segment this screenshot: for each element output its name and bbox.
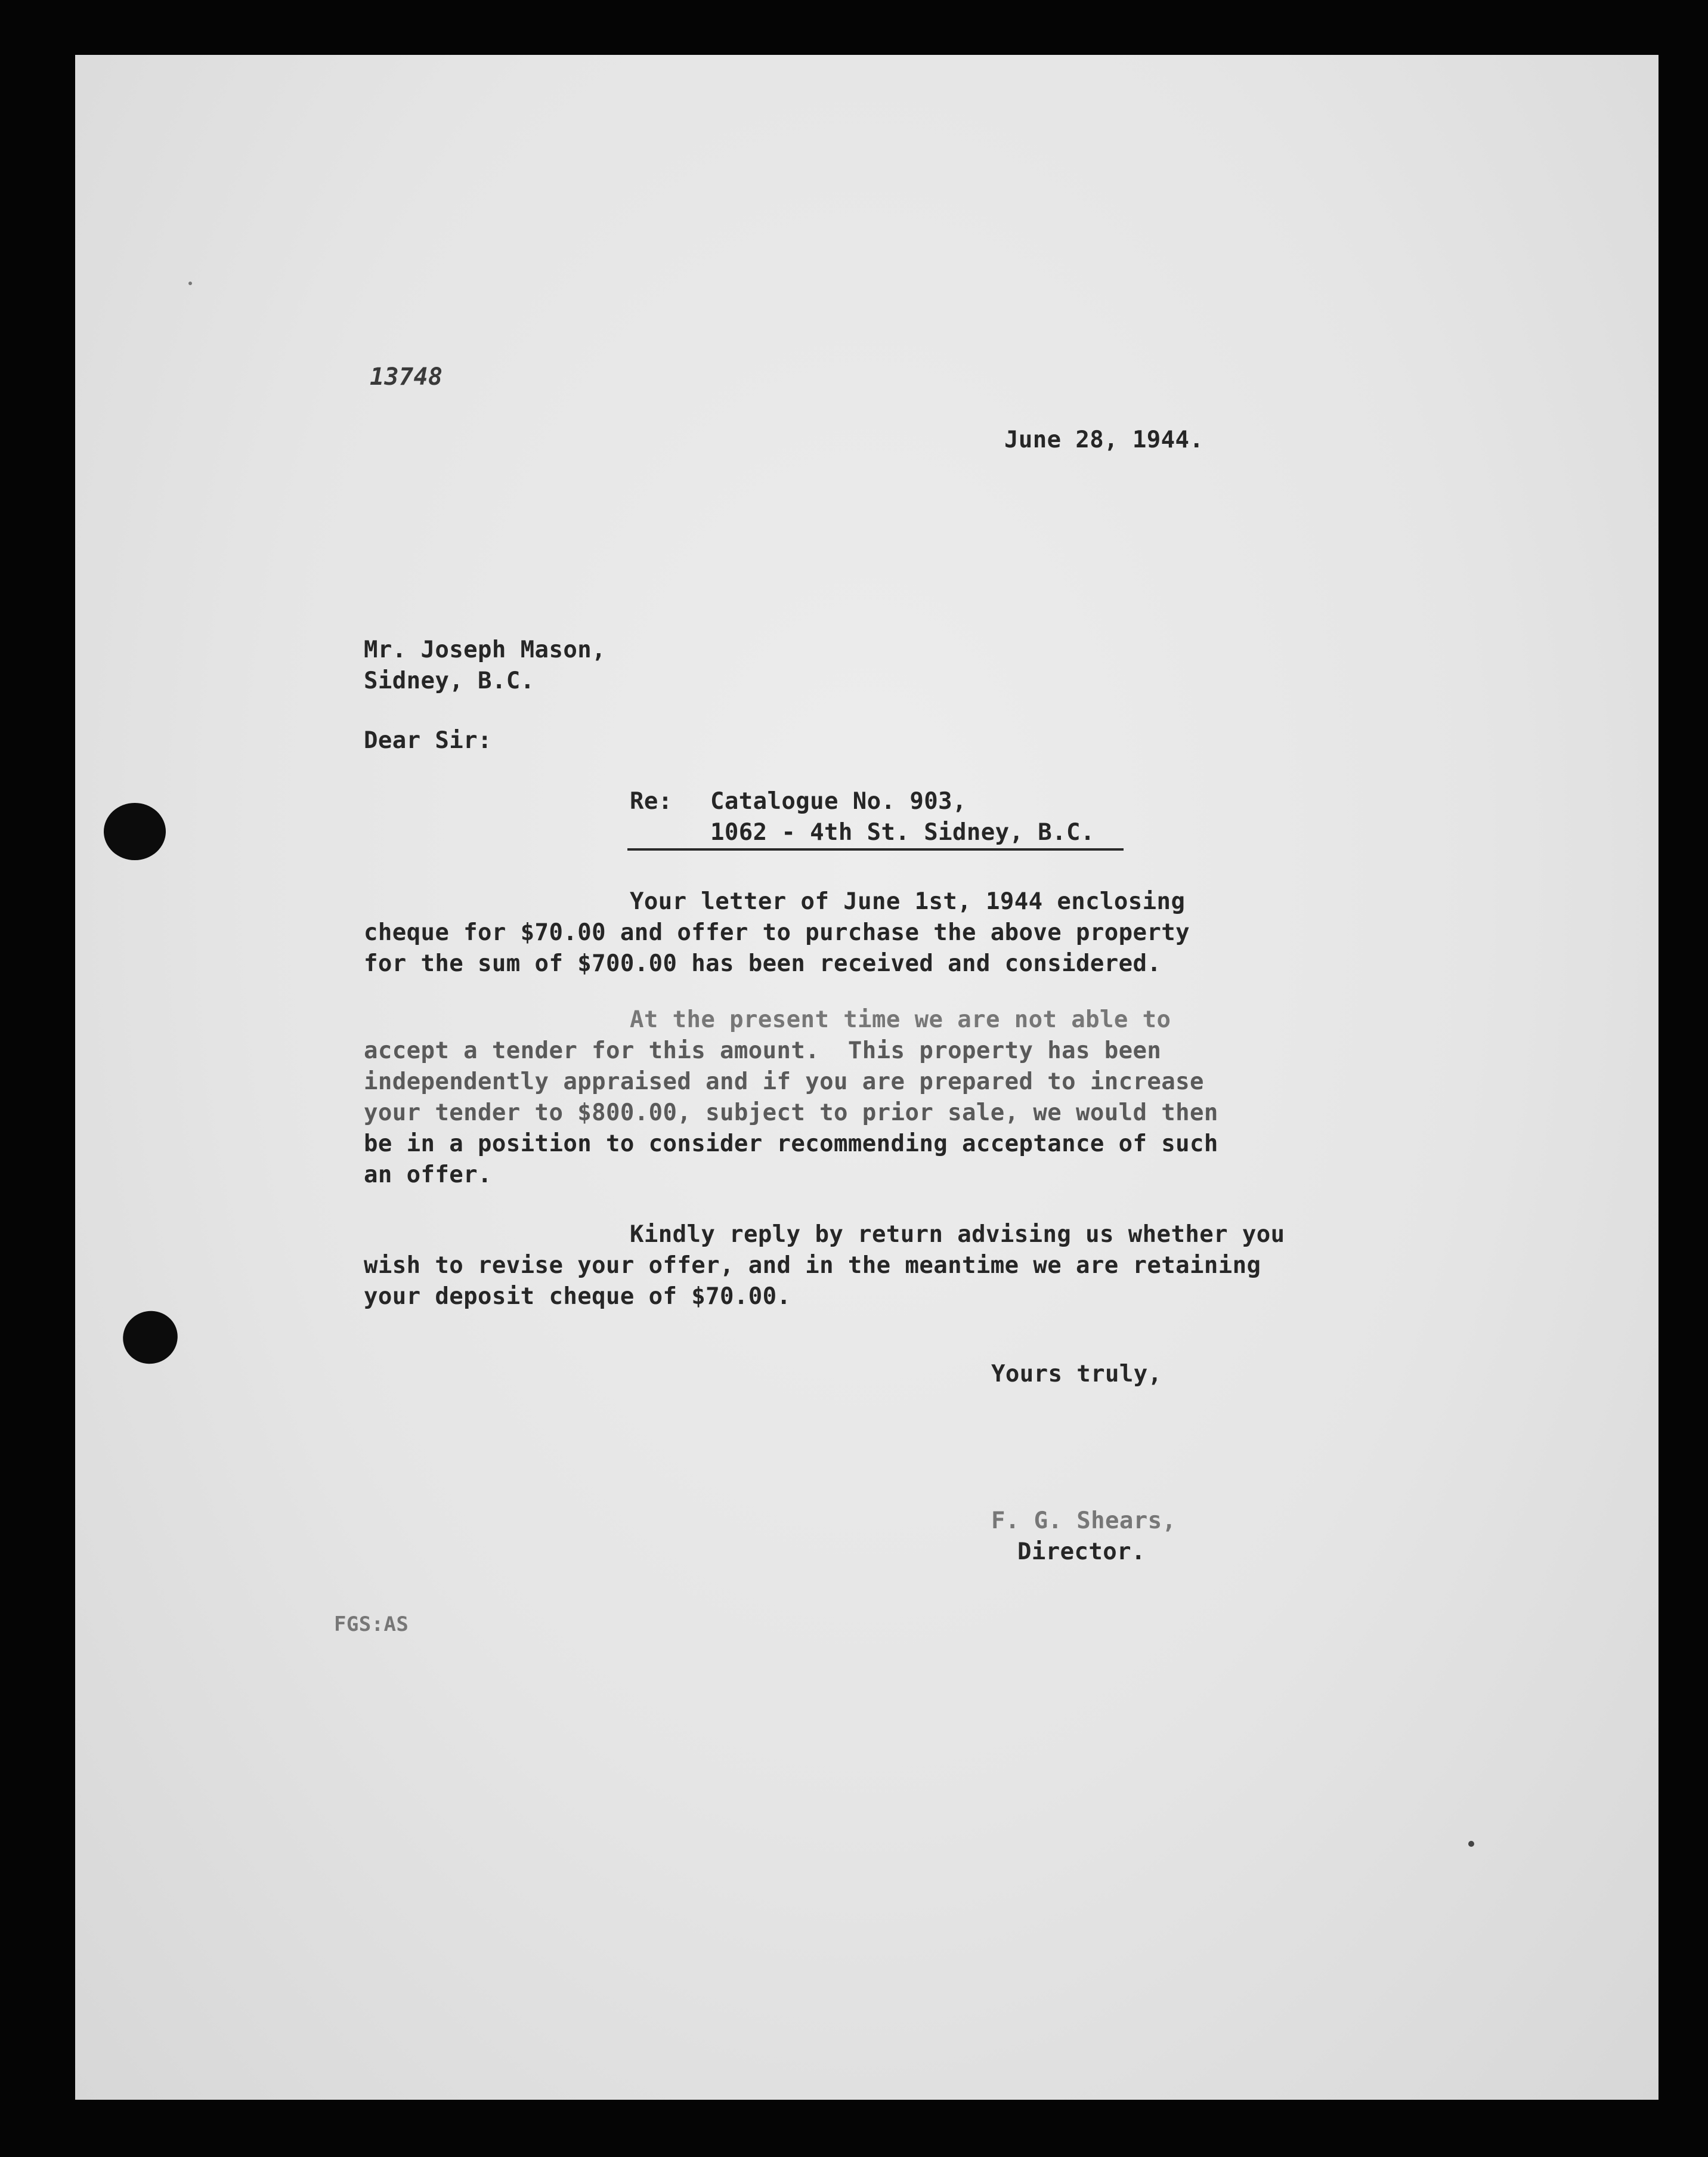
paragraph-2-line-5: be in a position to consider recommending acceptance of such [364,1130,1218,1157]
punch-hole-bottom [116,1303,185,1371]
reference-underline [627,848,1124,851]
paragraph-2-line-1: At the present time we are not able to [630,1006,1171,1033]
closing: Yours truly, [991,1361,1162,1387]
paragraph-2-line-6: an offer. [364,1161,492,1188]
recipient-name: Mr. Joseph Mason, [364,636,606,663]
paragraph-3-line-1: Kindly reply by return advising us whether you [630,1221,1285,1248]
letter-page [75,55,1659,2100]
reference-catalogue: Catalogue No. 903, [710,788,967,815]
signatory-title: Director. [1017,1538,1146,1565]
paragraph-2-line-2: accept a tender for this amount. This property has been [364,1037,1162,1064]
paragraph-1-line-3: for the sum of $700.00 has been received and considered. [364,950,1162,977]
paragraph-1-line-1: Your letter of June 1st, 1944 enclosing [630,888,1186,915]
signatory-name: F. G. Shears, [991,1507,1177,1534]
paragraph-2-line-3: independently appraised and if you are prepared to increase [364,1068,1204,1095]
reference-label: Re: [630,788,673,815]
letter-date: June 28, 1944. [1004,427,1204,453]
file-number: 13748 [370,363,443,391]
salutation: Dear Sir: [364,727,492,754]
reference-address: 1062 - 4th St. Sidney, B.C. [710,819,1095,846]
recipient-address: Sidney, B.C. [364,668,535,694]
punch-hole-top [104,803,166,860]
paragraph-1-line-2: cheque for $70.00 and offer to purchase the above property [364,919,1190,946]
paragraph-3-line-3: your deposit cheque of $70.00. [364,1283,791,1310]
dust-speck [188,282,192,285]
typist-initials: FGS:AS [334,1612,409,1636]
paragraph-2-line-4: your tender to $800.00, subject to prior sale, we would then [364,1099,1218,1126]
paragraph-3-line-2: wish to revise your offer, and in the meantime we are retaining [364,1252,1261,1279]
dust-speck [1468,1841,1474,1847]
